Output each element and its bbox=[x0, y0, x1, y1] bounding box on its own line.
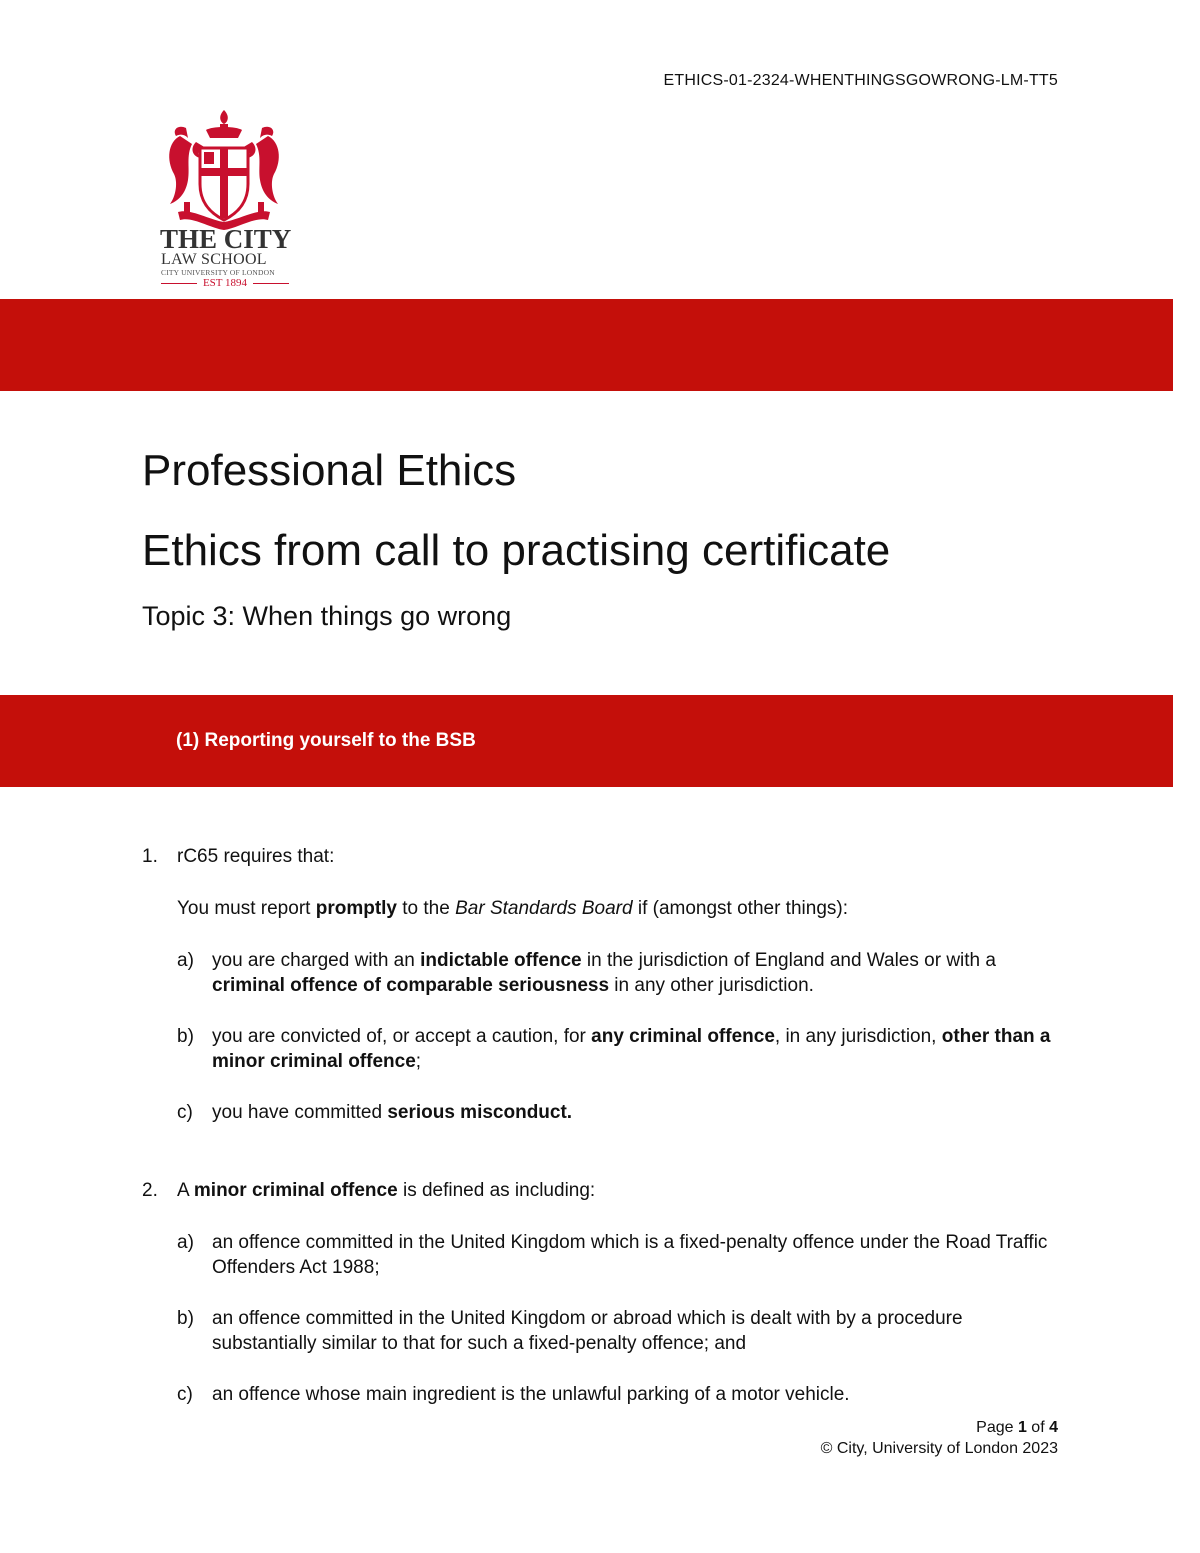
sub-item-c bbox=[177, 1382, 1062, 1407]
topic-heading: Topic 3: When things go wrong bbox=[142, 601, 512, 631]
text-run: You must report bbox=[177, 898, 316, 919]
item-body bbox=[177, 1178, 1062, 1433]
emphasis: indictable offence bbox=[420, 950, 582, 971]
sub-item-label: c) bbox=[177, 1384, 193, 1405]
text-run: is defined as including: bbox=[397, 1180, 596, 1201]
item-number: 2. bbox=[142, 1180, 158, 1201]
sub-item-text: an offence whose main ingredient is the unlawful parking of a motor vehicle. bbox=[212, 1384, 850, 1405]
emphasis: serious misconduct. bbox=[387, 1102, 573, 1123]
document-subtitle: Ethics from call to practising certificate bbox=[142, 526, 891, 575]
copyright: © City, University of London 2023 bbox=[820, 1440, 1058, 1457]
item-number: 1. bbox=[142, 846, 158, 867]
document-body bbox=[142, 844, 1062, 1460]
sub-item-a bbox=[177, 948, 1062, 998]
text-run: , in any jurisdiction, bbox=[774, 1026, 942, 1047]
emphasis: criminal offence of comparable seriousness bbox=[212, 975, 610, 996]
emphasis-bar-standards-board: Bar Standards Board bbox=[455, 898, 633, 919]
emphasis: any criminal offence bbox=[591, 1026, 775, 1047]
sub-item-label: a) bbox=[177, 1232, 194, 1253]
total-pages: 4 bbox=[1049, 1419, 1058, 1436]
section-heading: (1) Reporting yourself to the BSB bbox=[176, 730, 476, 751]
sub-item-label: b) bbox=[177, 1026, 194, 1047]
item-text: rC65 requires that: bbox=[177, 846, 335, 867]
text-run: you are charged with an bbox=[212, 950, 421, 971]
text-run: if (amongst other things): bbox=[632, 898, 848, 919]
text-run: in any other jurisdiction. bbox=[609, 975, 814, 996]
sub-item-a bbox=[177, 1230, 1062, 1280]
logo-established-text: EST 1894 bbox=[202, 277, 248, 289]
emphasis-minor-criminal-offence: minor criminal offence bbox=[193, 1180, 398, 1201]
header-band bbox=[0, 299, 1173, 391]
current-page: 1 bbox=[1017, 1419, 1027, 1436]
sub-item-text bbox=[212, 948, 1062, 998]
sub-item-label: c) bbox=[177, 1102, 193, 1123]
sub-item-text bbox=[212, 1100, 1062, 1125]
sub-item-label: b) bbox=[177, 1308, 194, 1329]
text-run: Page bbox=[976, 1419, 1018, 1436]
sub-item-c bbox=[177, 1100, 1062, 1125]
logo-established bbox=[161, 277, 289, 289]
report-paragraph bbox=[177, 896, 1062, 921]
sub-item-text: an offence committed in the United Kingdom or abroad which is dealt with by a procedure substantially similar to that for such a fixed-penalty offence; and bbox=[212, 1308, 963, 1354]
sub-item-label: a) bbox=[177, 950, 194, 971]
text-run: in the jurisdiction of England and Wales or with a bbox=[581, 950, 996, 971]
logo-wordmark-line3: CITY UNIVERSITY OF LONDON bbox=[161, 268, 275, 277]
document-reference: ETHICS-01-2324-WHENTHINGSGOWRONG-LM-TT5 bbox=[663, 72, 1058, 89]
text-run: A bbox=[177, 1180, 194, 1201]
emphasis-promptly: promptly bbox=[315, 898, 397, 919]
sub-item-b bbox=[177, 1306, 1062, 1356]
document-title: Professional Ethics bbox=[142, 446, 517, 495]
logo-wordmark-line2: LAW SCHOOL bbox=[161, 251, 267, 268]
text-run: of bbox=[1026, 1419, 1050, 1436]
page-number bbox=[821, 1417, 1058, 1438]
logo-rule-left bbox=[161, 283, 197, 284]
sub-item-b bbox=[177, 1024, 1062, 1074]
text-run: you are convicted of, or accept a caution, for bbox=[212, 1026, 592, 1047]
sub-item-text: an offence committed in the United Kingdom which is a fixed-penalty offence under the Road Traffic Offenders Act 1988; bbox=[212, 1232, 1048, 1278]
text-run: you have committed bbox=[212, 1102, 388, 1123]
numbered-item-2 bbox=[142, 1178, 1062, 1433]
emphasis: other than a minor criminal offence bbox=[212, 1026, 1051, 1072]
logo-wordmark-line1: THE CITY bbox=[160, 224, 292, 254]
item-body bbox=[177, 844, 1062, 1151]
numbered-item-1 bbox=[142, 844, 1062, 1151]
page-footer bbox=[821, 1417, 1058, 1459]
sub-item-text bbox=[212, 1024, 1062, 1074]
logo-rule-right bbox=[253, 283, 289, 284]
text-run: ; bbox=[415, 1051, 422, 1072]
item-text bbox=[177, 1178, 1062, 1203]
text-run: to the bbox=[397, 898, 456, 919]
